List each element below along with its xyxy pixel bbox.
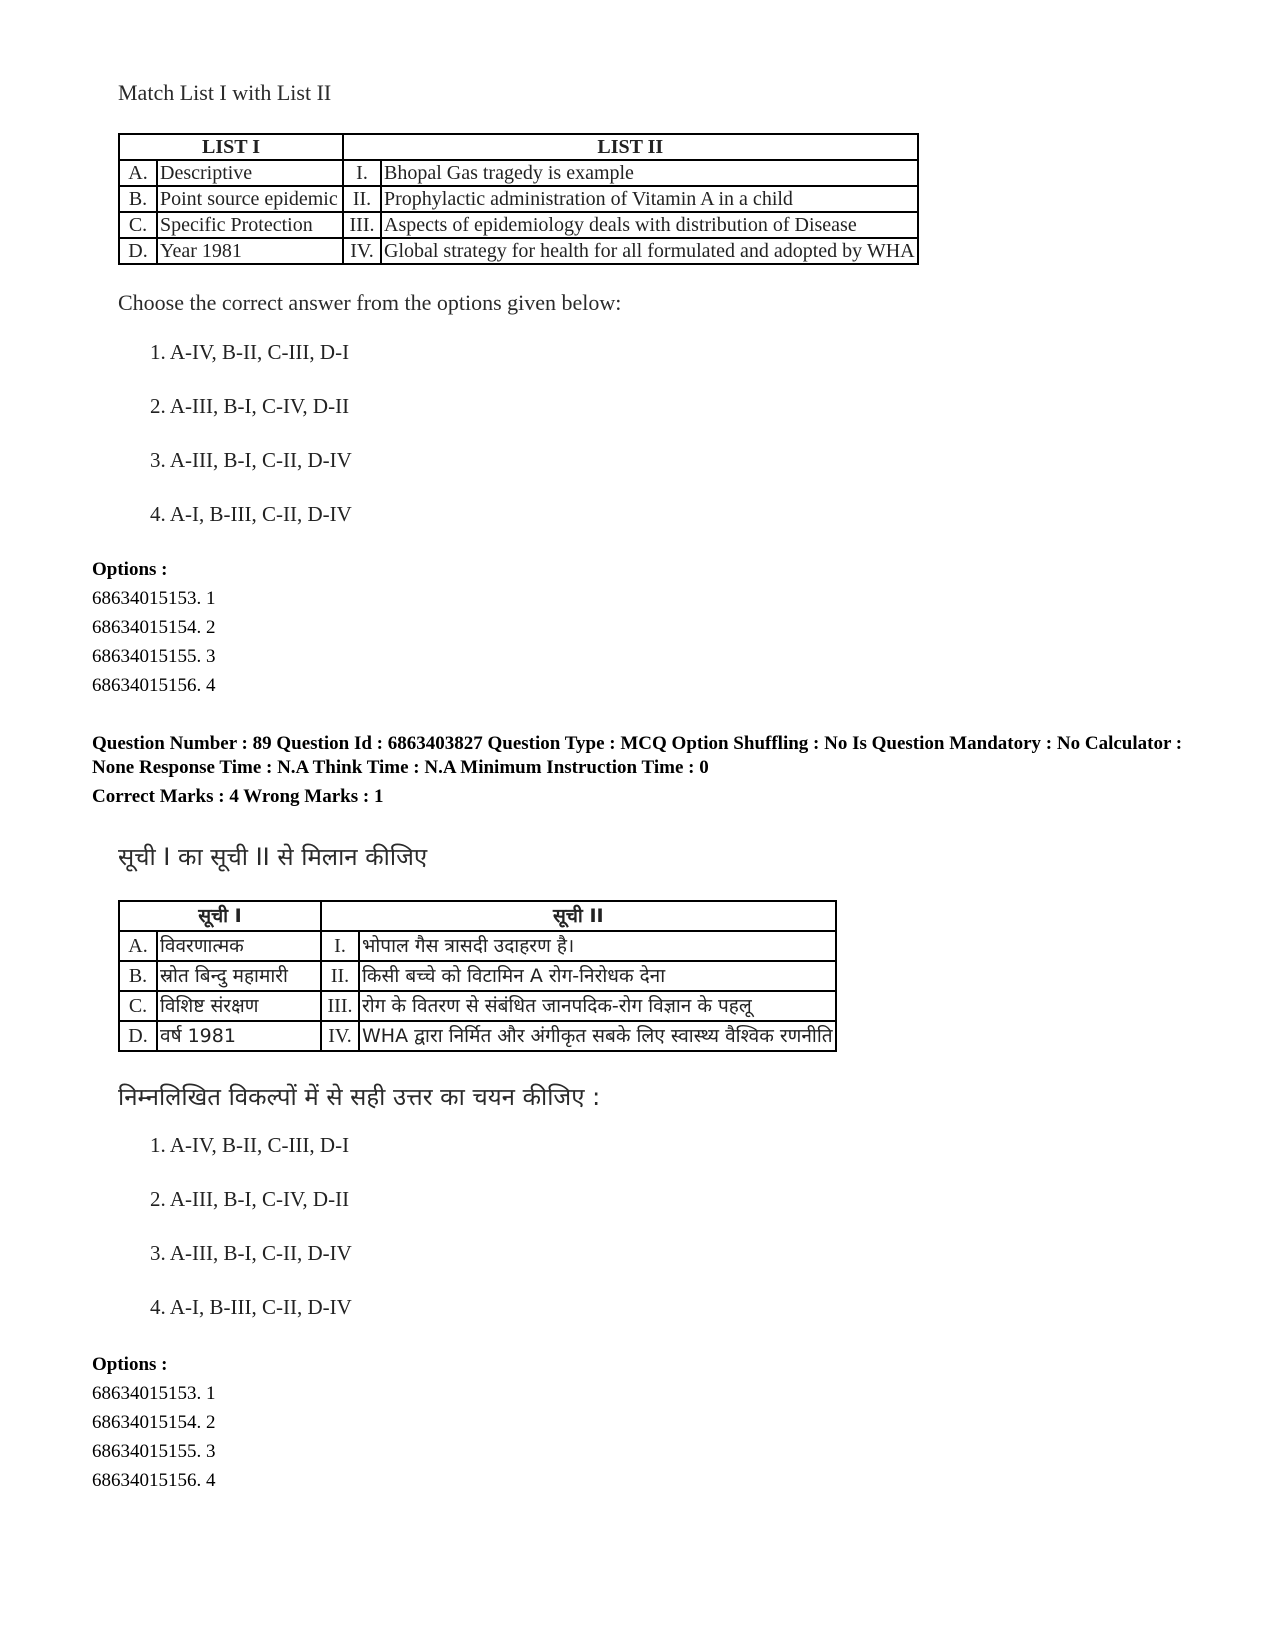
list-2-header: सूची II (321, 901, 836, 931)
row-item: Global strategy for health for all formulated and adopted by WHA (381, 238, 918, 264)
row-item: Aspects of epidemiology deals with distribution of Disease (381, 212, 918, 238)
row-key: IV. (343, 238, 381, 264)
options-heading: Options : (92, 1354, 168, 1375)
row-item: Specific Protection (157, 212, 343, 238)
choice-item: 2. A-III, B-I, C-IV, D-II (150, 394, 350, 418)
option-item: 68634015154. 2 (92, 1412, 216, 1433)
q1-options (92, 555, 216, 700)
row-key: IV. (321, 1021, 359, 1051)
table-row (119, 1021, 836, 1051)
q2-options (92, 1350, 216, 1495)
q2-choices (150, 1130, 352, 1346)
row-item: Year 1981 (157, 238, 343, 264)
row-key: B. (119, 961, 157, 991)
option-item: 68634015156. 4 (92, 1470, 216, 1491)
option-item: 68634015155. 3 (92, 646, 216, 667)
row-item: Point source epidemic (157, 186, 343, 212)
row-item: Descriptive (157, 160, 343, 186)
row-key: B. (119, 186, 157, 212)
choice-item: 3. A-III, B-I, C-II, D-IV (150, 1241, 352, 1265)
table-row (119, 931, 836, 961)
table-header-row (119, 901, 836, 931)
row-item: भोपाल गैस त्रासदी उदाहरण है। (359, 931, 836, 961)
table-row (119, 238, 918, 264)
row-item: किसी बच्चे को विटामिन A रोग-निरोधक देना (359, 961, 836, 991)
row-key: II. (343, 186, 381, 212)
q2-intro: सूची I का सूची II से मिलान कीजिए (118, 843, 428, 871)
option-item: 68634015155. 3 (92, 1441, 216, 1462)
options-heading: Options : (92, 559, 168, 580)
q1-choose-instruction: Choose the correct answer from the options given below: (118, 290, 622, 315)
list-2-header: LIST II (343, 134, 918, 160)
option-item: 68634015153. 1 (92, 588, 216, 609)
table-row (119, 212, 918, 238)
row-key: III. (321, 991, 359, 1021)
row-key: D. (119, 238, 157, 264)
row-key: I. (321, 931, 359, 961)
choice-item: 3. A-III, B-I, C-II, D-IV (150, 448, 352, 472)
option-item: 68634015154. 2 (92, 617, 216, 638)
marks-meta: Correct Marks : 4 Wrong Marks : 1 (92, 786, 384, 807)
row-key: A. (119, 160, 157, 186)
row-item: विवरणात्मक (157, 931, 321, 961)
q2-match-table (118, 900, 837, 1052)
row-item: विशिष्ट संरक्षण (157, 991, 321, 1021)
row-key: C. (119, 991, 157, 1021)
row-key: D. (119, 1021, 157, 1051)
row-item: Prophylactic administration of Vitamin A in a child (381, 186, 918, 212)
choice-item: 4. A-I, B-III, C-II, D-IV (150, 502, 352, 526)
row-item: WHA द्वारा निर्मित और अंगीकृत सबके लिए स्वास्थ्य वैश्विक रणनीति (359, 1021, 836, 1051)
row-item: वर्ष 1981 (157, 1021, 321, 1051)
row-key: II. (321, 961, 359, 991)
table-row (119, 160, 918, 186)
q2-choose-instruction: निम्नलिखित विकल्पों में से सही उत्तर का चयन कीजिए : (118, 1083, 601, 1111)
q1-match-table (118, 133, 919, 265)
list-1-header: सूची I (119, 901, 321, 931)
q1-choices (150, 337, 352, 553)
option-item: 68634015153. 1 (92, 1383, 216, 1404)
option-item: 68634015156. 4 (92, 675, 216, 696)
question-meta: Question Number : 89 Question Id : 6863403827 Question Type : MCQ Option Shuffling : No Is Question Mandatory : No Calculator : None Response Time : N.A Think Time : N.A Minimum Instruction Time : 0 (92, 733, 1183, 778)
row-key: I. (343, 160, 381, 186)
table-row (119, 961, 836, 991)
choice-item: 1. A-IV, B-II, C-III, D-I (150, 1133, 350, 1157)
choice-item: 4. A-I, B-III, C-II, D-IV (150, 1295, 352, 1319)
list-1-header: LIST I (119, 134, 343, 160)
row-key: III. (343, 212, 381, 238)
table-header-row (119, 134, 918, 160)
choice-item: 2. A-III, B-I, C-IV, D-II (150, 1187, 350, 1211)
table-row (119, 186, 918, 212)
row-key: C. (119, 212, 157, 238)
table-row (119, 991, 836, 1021)
row-item: स्रोत बिन्दु महामारी (157, 961, 321, 991)
q1-intro: Match List I with List II (118, 80, 332, 105)
row-item: रोग के वितरण से संबंधित जानपदिक-रोग विज्ञान के पहलू (359, 991, 836, 1021)
choice-item: 1. A-IV, B-II, C-III, D-I (150, 340, 350, 364)
row-key: A. (119, 931, 157, 961)
row-item: Bhopal Gas tragedy is example (381, 160, 918, 186)
